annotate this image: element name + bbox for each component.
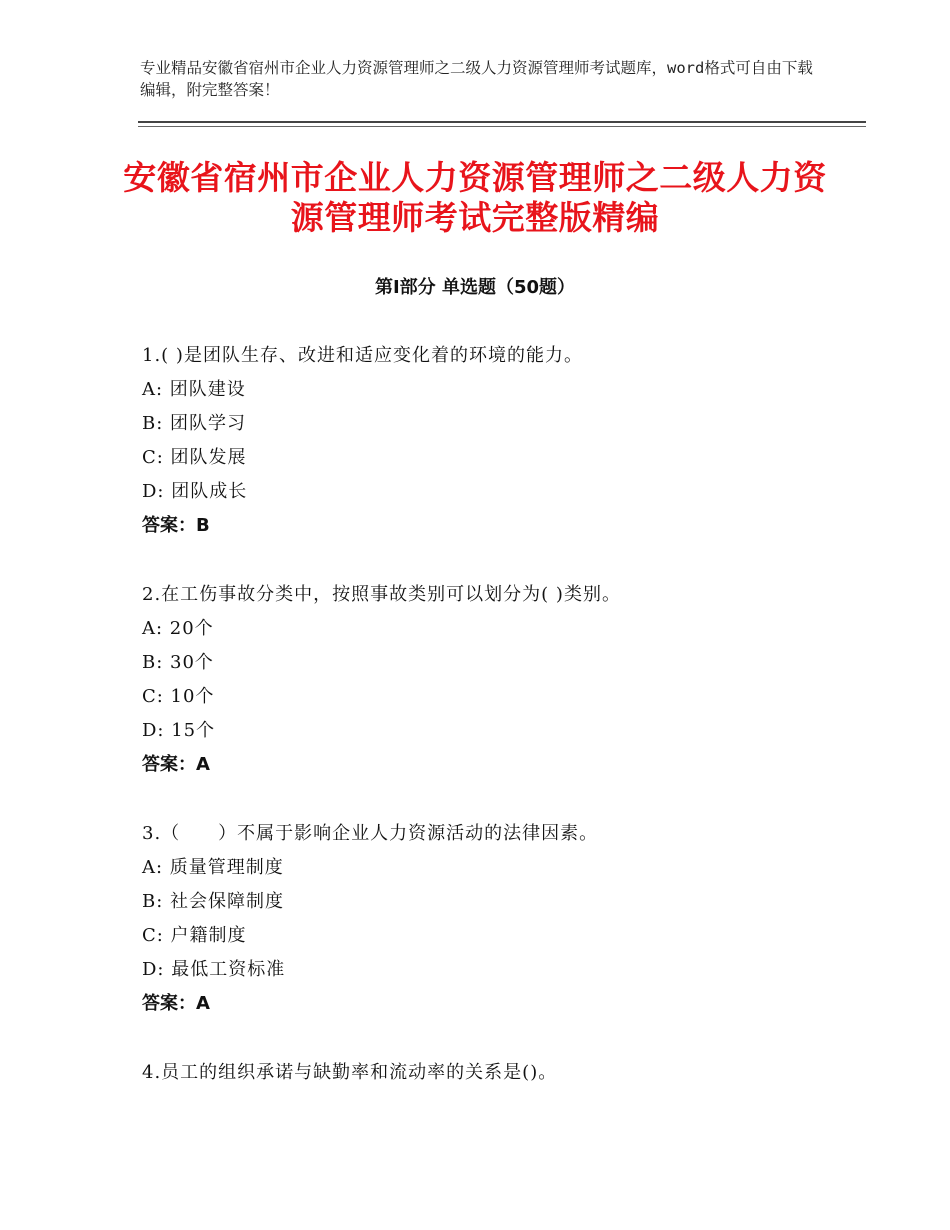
question-stem: 1.( )是团队生存、改进和适应变化着的环境的能力。 <box>142 345 583 366</box>
question-4 <box>142 1061 842 1085</box>
option-c: C: 户籍制度 <box>142 925 247 946</box>
question-list <box>142 344 842 1095</box>
option-c: C: 团队发展 <box>142 447 247 468</box>
question-gap <box>142 777 842 822</box>
option-b: B: 30个 <box>142 652 214 673</box>
option-d: D: 15个 <box>142 720 216 741</box>
option-d: D: 团队成长 <box>142 481 248 502</box>
question-2 <box>142 583 842 777</box>
question-gap <box>142 538 842 583</box>
answer-label: 答案：A <box>142 754 210 775</box>
option-a: A: 质量管理制度 <box>142 857 284 878</box>
answer-label: 答案：B <box>142 515 210 536</box>
question-3 <box>142 822 842 1016</box>
option-a: A: 20个 <box>142 618 214 639</box>
header-rule-thin <box>138 126 866 127</box>
header-note: 专业精品安徽省宿州市企业人力资源管理师之二级人力资源管理师考试题库，word格式可自由下载编辑，附完整答案！ <box>140 59 813 99</box>
question-stem: 2.在工伤事故分类中，按照事故类别可以划分为( )类别。 <box>142 584 621 605</box>
option-a: A: 团队建设 <box>142 379 246 400</box>
option-d: D: 最低工资标准 <box>142 959 286 980</box>
option-b: B: 社会保障制度 <box>142 891 285 912</box>
answer-label: 答案：A <box>142 993 210 1014</box>
section-heading: 第Ⅰ部分 单选题（50题） <box>374 277 575 298</box>
header-rule-thick <box>138 121 866 123</box>
option-b: B: 团队学习 <box>142 413 247 434</box>
question-stem: 4.员工的组织承诺与缺勤率和流动率的关系是()。 <box>142 1062 558 1083</box>
document-title: 安徽省宿州市企业人力资源管理师之二级人力资源管理师考试完整版精编 <box>123 158 827 237</box>
question-1 <box>142 344 842 538</box>
question-gap <box>142 1016 842 1061</box>
option-c: C: 10个 <box>142 686 215 707</box>
question-stem: 3.（ ）不属于影响企业人力资源活动的法律因素。 <box>142 823 599 844</box>
